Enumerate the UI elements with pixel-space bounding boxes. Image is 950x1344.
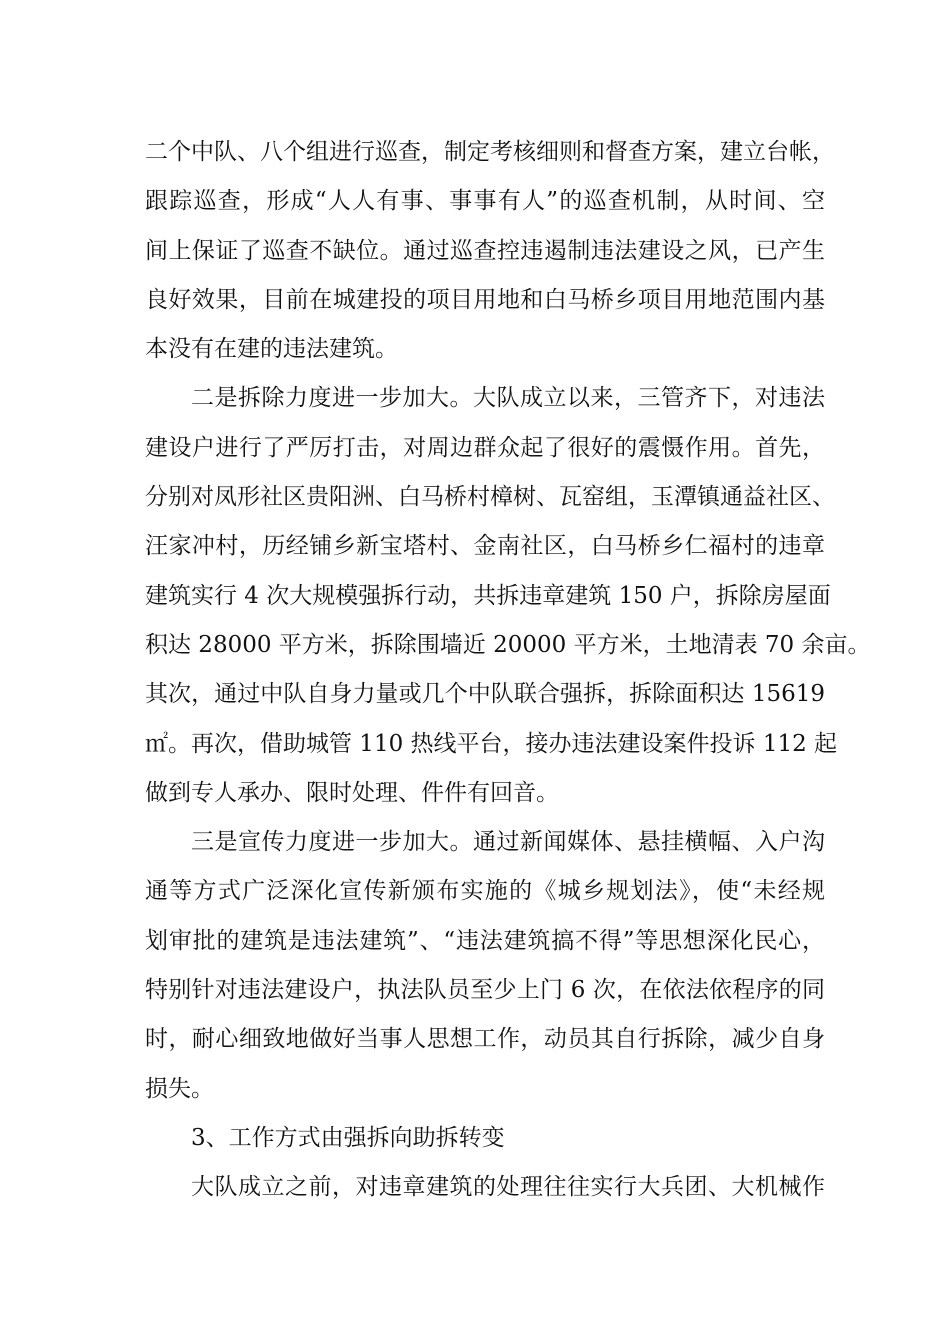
text-line: 其次，通过中队自身力量或几个中队联合强拆，拆除面积达 15619 xyxy=(145,681,825,708)
text-line: 通等方式广泛深化宣传新颁布实施的《城乡规划法》，使“未经规 xyxy=(145,878,825,905)
text-line: 建筑实行 4 次大规模强拆行动，共拆违章建筑 150 户，拆除房屋面 xyxy=(145,582,831,609)
paragraph-first-line: 大队成立之前，对违章建筑的处理往往实行大兵团、大机械作 xyxy=(191,1174,825,1201)
text-line: 汪家冲村，历经铺乡新宝塔村、金南社区，白马桥乡仁福村的违章 xyxy=(145,533,825,560)
text-line: 本没有在建的违法建筑。 xyxy=(145,336,398,363)
text-line: 分别对凤形社区贵阳洲、白马桥村樟树、瓦窑组，玉潭镇通益社区、 xyxy=(145,484,835,511)
document-body xyxy=(145,128,871,1213)
paragraph-first-line: 二是拆除力度进一步加大。大队成立以来，三管齐下，对违法 xyxy=(191,385,825,412)
text-line: 良好效果，目前在城建投的项目用地和白马桥乡项目用地范围内基 xyxy=(145,286,825,313)
text-line: ㎡。再次，借助城管 110 热线平台，接办违法建设案件投诉 112 起 xyxy=(145,730,838,757)
text-line: 做到专人承办、限时处理、件件有回音。 xyxy=(145,779,559,806)
text-line: 划审批的建筑是违法建筑”、“违法建筑搞不得”等思想深化民心， xyxy=(145,927,825,954)
text-line: 时，耐心细致地做好当事人思想工作，动员其自行拆除，减少自身 xyxy=(145,1026,825,1053)
text-line: 建设户进行了严厉打击，对周边群众起了很好的震慑作用。首先， xyxy=(145,434,825,461)
text-line: 特别针对违法建设户，执法队员至少上门 6 次，在依法依程序的同 xyxy=(145,977,825,1004)
text-line: 损失。 xyxy=(145,1075,214,1102)
text-line: 跟踪巡查，形成“人人有事、事事有人”的巡查机制，从时间、空 xyxy=(145,188,825,215)
paragraph-first-line: 三是宣传力度进一步加大。通过新闻媒体、悬挂横幅、入户沟 xyxy=(191,829,825,856)
text-line: 二个中队、八个组进行巡查，制定考核细则和督查方案，建立台帐， xyxy=(145,139,835,165)
text-line: 积达 28000 平方米，拆除围墙近 20000 平方米，土地清表 70 余亩。 xyxy=(145,631,871,658)
section-heading: 3、工作方式由强拆向助拆转变 xyxy=(191,1124,505,1151)
text-line: 间上保证了巡查不缺位。通过巡查控违遏制违法建设之风，已产生 xyxy=(145,237,825,264)
